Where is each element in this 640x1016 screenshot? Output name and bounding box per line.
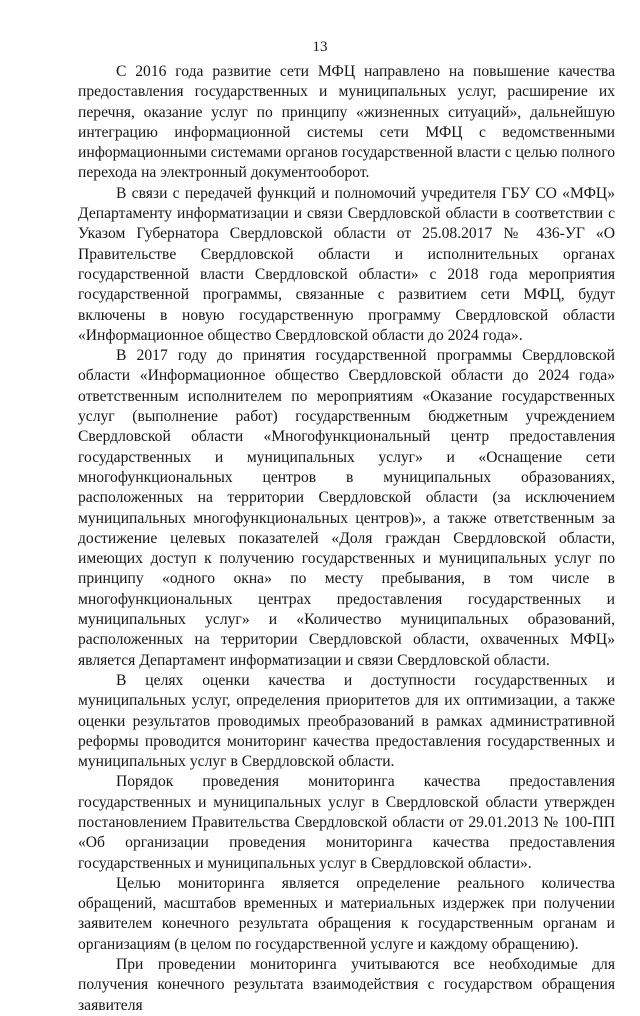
paragraph-monitoring-procedure: Порядок проведения мониторинга качества предоставления государственных и муниципальных услуг в Свердловской области утвержден постановлением Правительства Свердловской области от 29.01.2013 № 100-ПП «Об организации проведения мониторинга качества предоставления государственных и муниципальных услуг в Свердловской области». bbox=[78, 773, 615, 872]
paragraph-monitoring-purpose: Целью мониторинга является определение реального количества обращений, масштабов временных и материальных издержек при получении заявителем конечного результата обращения к государственным органам и организациям (в целом по государственной услуге и каждому обращению). bbox=[78, 874, 615, 953]
page-number: 13 bbox=[312, 39, 328, 55]
paragraph-monitoring-conduct: При проведении мониторинга учитываются все необходимые для получения конечного результата взаимодействия с государством обращения заявителя bbox=[78, 956, 615, 1014]
paragraph-mfc-development: С 2016 года развитие сети МФЦ направлено на повышение качества предоставления государственных и муниципальных услуг, расширение их перечня, оказание услуг по принципу «жизненных ситуаций», дальнейшую интеграцию информационной системы сети МФЦ с ведомственными информационными системами органов государственной власти с целью полного перехода на электронный документооборот. bbox=[78, 63, 615, 182]
document-body bbox=[78, 62, 615, 1016]
paragraph-2017-responsible-executor: В 2017 году до принятия государственной программы Свердловской области «Информационное общество Свердловской области до 2024 года» ответственным исполнителем по мероприятиям «Оказание государственных услуг (выполнение работ) государственным бюджетным учреждением Свердловской области «Многофункциональный центр предоставления государственных и муниципальных услуг» и «Оснащение сети многофункциональных центров в муниципальных образованиях, расположенных на территории Свердловской области (за исключением муниципальных многофункциональных центров)», а также ответственным за достижение целевых показателей «Доля граждан Свердловской области, имеющих доступ к получению государственных и муниципальных услуг по принципу «одного окна» по месту пребывания, в том числе в многофункциональных центрах предоставления государственных и муниципальных услуг» и «Количество муниципальных образований, расположенных на территории Свердловской области, охваченных МФЦ» является Департамент информатизации и связи Свердловской области. bbox=[78, 347, 615, 669]
paragraph-transfer-of-functions: В связи с передачей функций и полномочий учредителя ГБУ СО «МФЦ» Департаменту информатизации и связи Свердловской области в соответствии с Указом Губернатора Свердловской области от 25.08.2017 № 436-УГ «О Правительстве Свердловской области и исполнительных органах государственной власти Свердловской области» с 2018 года мероприятия государственной программы, связанные с развитием сети МФЦ, будут включены в новую государственную программу Свердловской области «Информационное общество Свердловской области до 2024 года». bbox=[78, 184, 615, 344]
paragraph-quality-assessment: В целях оценки качества и доступности государственных и муниципальных услуг, определения приоритетов для их оптимизации, а также оценки результатов проводимых преобразований в рамках административной реформы проводится мониторинг качества предоставления государственных и муниципальных услуг в Свердловской области. bbox=[78, 671, 615, 771]
